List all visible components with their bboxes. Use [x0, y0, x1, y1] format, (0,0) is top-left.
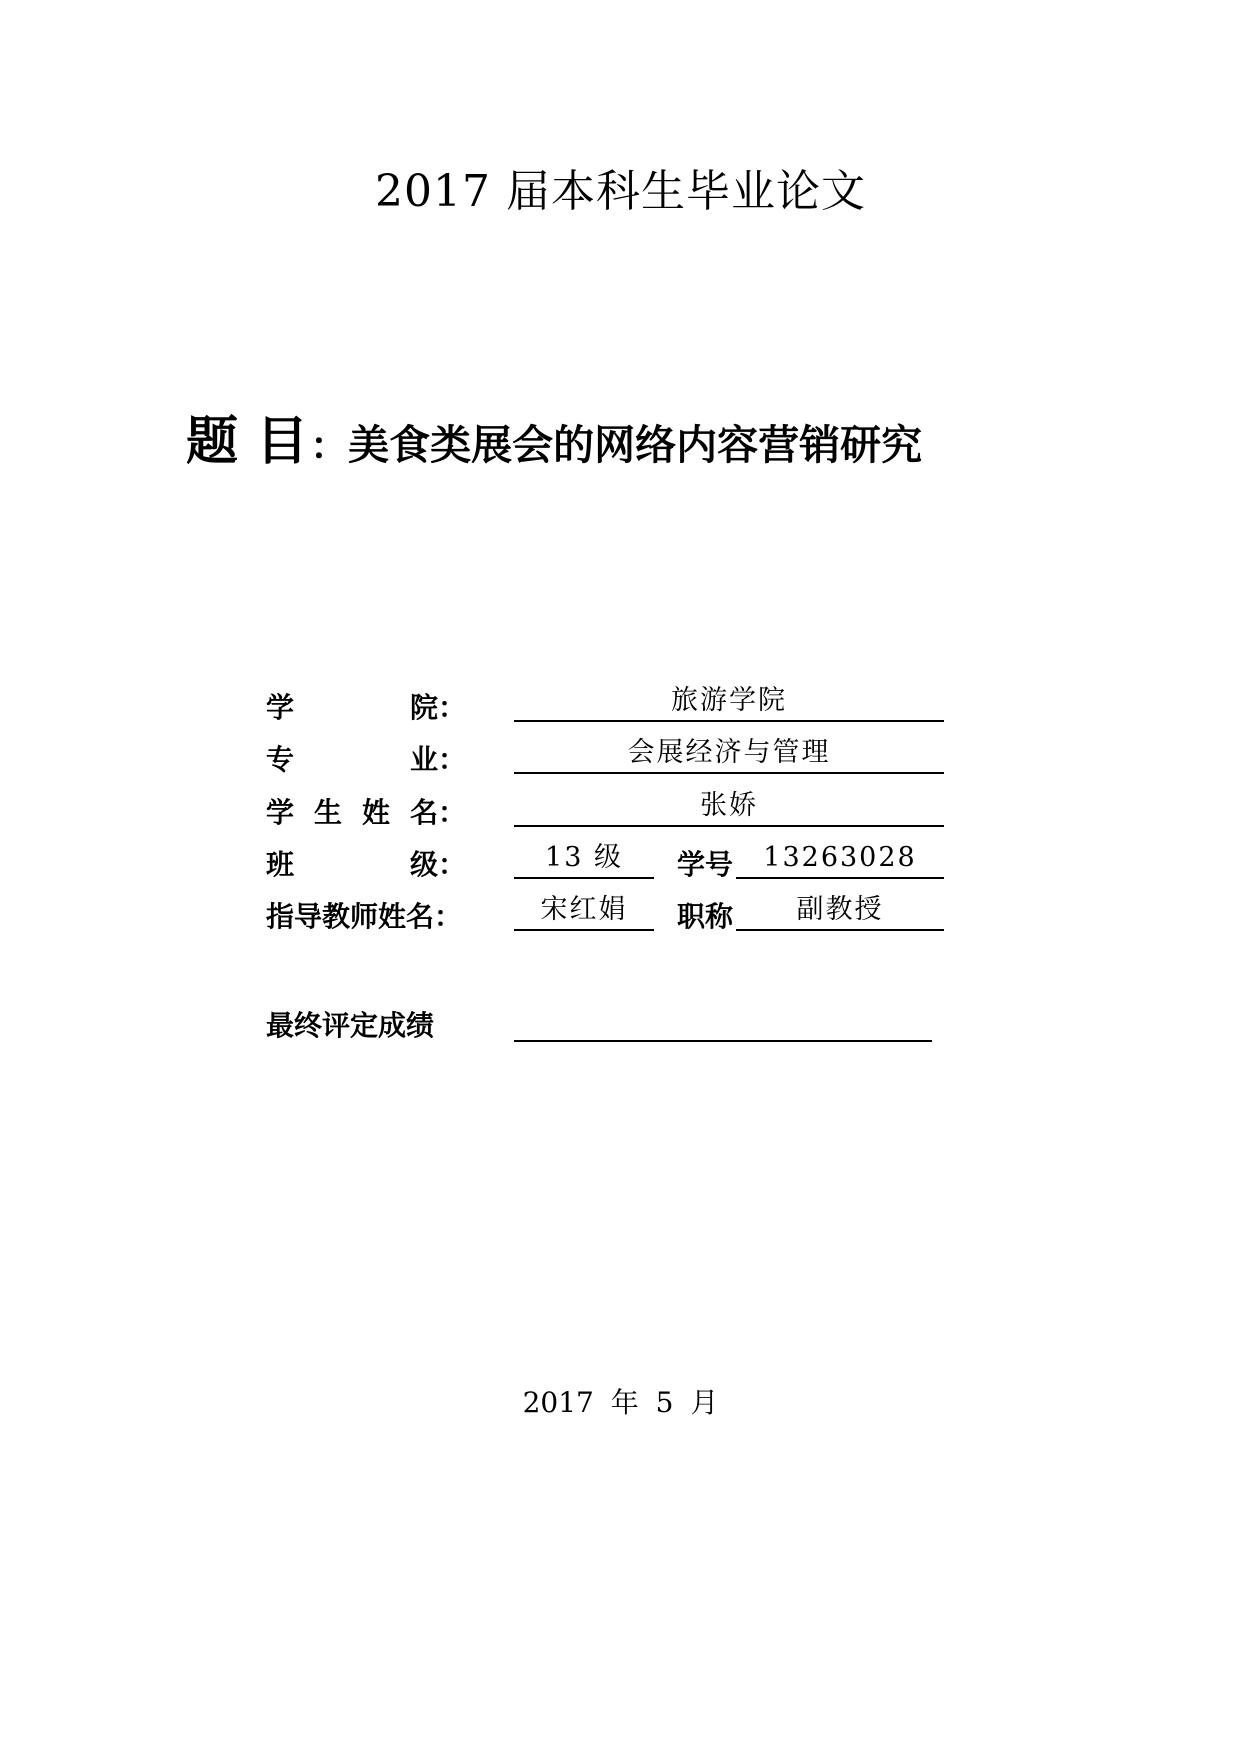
advisor-title-value: 副教授	[796, 894, 884, 925]
major-label	[266, 742, 466, 778]
advisor-field	[514, 893, 654, 931]
class-label-char: 级：	[409, 848, 466, 881]
thesis-title	[186, 410, 922, 477]
student-name-value: 张娇	[700, 790, 758, 821]
student-id-field	[736, 841, 944, 879]
college-field	[514, 684, 944, 722]
student-name-label-char: 生	[313, 796, 342, 829]
class-label	[266, 847, 466, 883]
advisor-title-label: 职称	[677, 900, 734, 933]
student-id-value: 13263028	[763, 842, 917, 873]
thesis-title-label: 题 目	[186, 412, 309, 472]
advisor-title-field	[736, 893, 944, 931]
page-heading: 2017 届本科生毕业论文	[375, 166, 866, 217]
major-label-char: 专	[266, 743, 295, 776]
class-value: 13 级	[545, 842, 623, 873]
college-label-char: 学	[266, 691, 295, 724]
thesis-title-colon: ：	[310, 424, 349, 468]
major-label-char: 业：	[409, 743, 466, 776]
advisor-value: 宋红娟	[540, 894, 628, 925]
student-name-label-char: 学	[266, 796, 295, 829]
major-field	[514, 736, 944, 774]
major-value: 会展经济与管理	[627, 737, 831, 768]
advisor-label: 指导教师姓名：	[266, 900, 463, 933]
final-grade-label: 最终评定成绩	[266, 1009, 435, 1042]
class-field	[514, 841, 654, 879]
student-name-label-char: 姓	[361, 796, 390, 829]
final-grade-field	[514, 1004, 932, 1042]
submission-date: 2017 年 5 月	[522, 1386, 719, 1419]
student-name-label-char: 名：	[409, 796, 466, 829]
college-label	[266, 690, 466, 726]
thesis-title-value: 美食类展会的网络内容营销研究	[348, 421, 923, 469]
student-name-field	[514, 789, 944, 827]
college-value: 旅游学院	[671, 685, 787, 716]
student-name-label	[266, 795, 466, 831]
college-label-char: 院：	[409, 691, 466, 724]
class-label-char: 班	[266, 848, 295, 881]
student-id-label: 学号	[677, 848, 734, 881]
